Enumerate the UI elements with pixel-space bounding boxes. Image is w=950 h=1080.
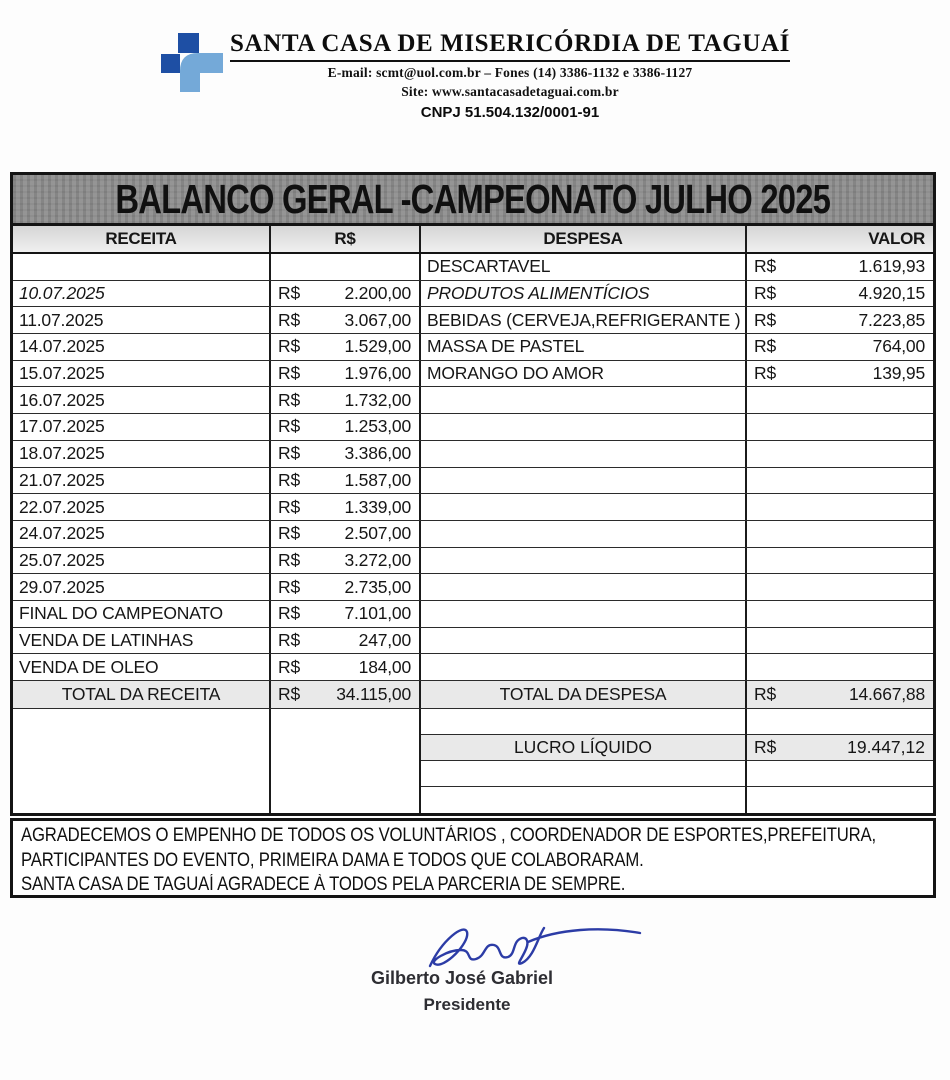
- despesa-item-cell: [421, 521, 747, 547]
- receita-amount-cell: [271, 601, 421, 627]
- table-row: [13, 254, 933, 281]
- receita-amount-cell: [271, 628, 421, 654]
- despesa-amount-cell: [747, 601, 933, 627]
- despesa-amount-cell: [747, 521, 933, 547]
- receita-item-cell: 24.07.2025: [13, 521, 271, 547]
- table-header-row: [13, 226, 933, 254]
- receita-item-cell: 18.07.2025: [13, 441, 271, 467]
- currency-symbol: R$: [278, 576, 300, 597]
- despesa-amount-cell: [747, 468, 933, 494]
- despesa-item-cell: [421, 387, 747, 413]
- acknowledgement-box: [10, 818, 936, 898]
- table-row: [13, 468, 933, 495]
- totals-row: [13, 681, 933, 709]
- receita-item-cell: VENDA DE OLEO: [13, 654, 271, 680]
- receita-item-cell: 15.07.2025: [13, 361, 271, 387]
- receita-item-cell: 17.07.2025: [13, 414, 271, 440]
- receita-amount-cell: [271, 468, 421, 494]
- despesa-amount-cell: [747, 254, 933, 280]
- letterhead-text: [70, 30, 950, 121]
- currency-symbol: R$: [278, 549, 300, 570]
- receita-amount-cell: [271, 334, 421, 360]
- receita-amount: 1.732,00: [344, 389, 411, 410]
- empty-valor-cell: [747, 761, 933, 787]
- despesa-item-cell: [421, 628, 747, 654]
- receita-item-cell: 22.07.2025: [13, 494, 271, 520]
- receita-item-cell: 14.07.2025: [13, 334, 271, 360]
- despesa-item-cell: [421, 494, 747, 520]
- despesa-amount-cell: [747, 628, 933, 654]
- currency-symbol: R$: [278, 603, 300, 624]
- acknowledgement-line-3: SANTA CASA DE TAGUAÍ AGRADECE À TODOS PELA PARCERIA DE SEMPRE.: [21, 874, 626, 896]
- receita-amount-cell: [271, 521, 421, 547]
- lucro-liquido-amount: 19.447,12: [847, 736, 925, 757]
- currency-symbol: R$: [754, 683, 776, 704]
- currency-symbol: R$: [278, 309, 300, 330]
- empty-despesa-cell: [421, 787, 747, 813]
- currency-symbol: R$: [278, 443, 300, 464]
- despesa-amount-cell: [747, 334, 933, 360]
- total-receita-label: TOTAL DA RECEITA: [13, 681, 271, 708]
- receita-amount: 1.529,00: [344, 336, 411, 357]
- total-receita-amount-cell: [271, 681, 421, 708]
- despesa-item-cell: [421, 414, 747, 440]
- table-row: [13, 601, 933, 628]
- receita-item-cell: 29.07.2025: [13, 574, 271, 600]
- column-header-receita: RECEITA: [13, 226, 271, 252]
- despesa-amount: 1.619,93: [858, 256, 925, 277]
- table-row: [13, 387, 933, 414]
- table-title: BALANCO GERAL -CAMPEONATO JULHO 2025: [115, 175, 831, 222]
- currency-symbol: R$: [278, 496, 300, 517]
- receita-amount-cell: [271, 307, 421, 333]
- lucro-liquido-amount-cell: [747, 735, 933, 761]
- despesa-amount-cell: [747, 281, 933, 307]
- table-row: [13, 654, 933, 681]
- currency-symbol: R$: [278, 683, 300, 704]
- total-despesa-amount: 14.667,88: [848, 683, 925, 704]
- table-body: [13, 254, 933, 681]
- receita-amount: 1.587,00: [344, 469, 411, 490]
- signer-role-row: [0, 995, 950, 1015]
- receita-amount-cell: [271, 654, 421, 680]
- table-row: [13, 494, 933, 521]
- despesa-amount: 7.223,85: [858, 309, 925, 330]
- despesa-amount-cell: [747, 441, 933, 467]
- currency-symbol: R$: [754, 363, 776, 384]
- despesa-amount-cell: [747, 574, 933, 600]
- signer-name: Gilberto José Gabriel: [370, 968, 554, 988]
- column-header-rs: R$: [271, 226, 421, 252]
- currency-symbol: R$: [754, 336, 776, 357]
- currency-symbol: R$: [278, 629, 300, 650]
- currency-symbol: R$: [278, 656, 300, 677]
- column-header-despesa: DESPESA: [421, 226, 747, 252]
- receita-amount: 1.976,00: [344, 363, 411, 384]
- currency-symbol: R$: [278, 523, 300, 544]
- receita-item-cell: 10.07.2025: [13, 281, 271, 307]
- despesa-item-cell: MORANGO DO AMOR: [421, 361, 747, 387]
- org-cnpj-line: CNPJ 51.504.132/0001-91: [420, 104, 600, 121]
- receita-item-cell: VENDA DE LATINHAS: [13, 628, 271, 654]
- receita-amount-cell: [271, 414, 421, 440]
- despesa-item-cell: [421, 468, 747, 494]
- org-site-line: Site: www.santacasadetaguai.com.br: [401, 84, 619, 99]
- empty-receita-cell: [13, 709, 271, 813]
- receita-amount-cell: [271, 574, 421, 600]
- empty-valor-cell: [747, 709, 933, 735]
- currency-symbol: R$: [278, 416, 300, 437]
- table-title-bar: [13, 175, 933, 226]
- currency-symbol: R$: [278, 363, 300, 384]
- receita-amount: 1.253,00: [344, 416, 411, 437]
- column-header-valor: VALOR: [868, 229, 925, 248]
- despesa-amount-cell: [747, 307, 933, 333]
- total-receita-amount: 34.115,00: [336, 683, 411, 704]
- empty-despesa-cell: [421, 761, 747, 787]
- empty-amount-cell: [271, 709, 421, 813]
- org-title: SANTA CASA DE MISERICÓRDIA DE TAGUAÍ: [230, 30, 790, 62]
- receita-item-cell: 21.07.2025: [13, 468, 271, 494]
- receita-amount: 3.386,00: [344, 443, 411, 464]
- currency-symbol: R$: [278, 336, 300, 357]
- despesa-amount-cell: [747, 654, 933, 680]
- despesa-item-cell: [421, 601, 747, 627]
- despesa-amount: 139,95: [872, 363, 925, 384]
- total-despesa-label: TOTAL DA DESPESA: [421, 681, 747, 708]
- despesa-item-cell: [421, 574, 747, 600]
- table-row: [13, 414, 933, 441]
- despesa-amount-cell: [747, 494, 933, 520]
- total-despesa-amount-cell: [747, 681, 933, 708]
- table-row: [13, 441, 933, 468]
- receita-item-cell: [13, 254, 271, 280]
- despesa-amount-cell: [747, 387, 933, 413]
- table-row: [13, 361, 933, 388]
- signer-name-row: [0, 968, 950, 989]
- table-row: [13, 521, 933, 548]
- org-email-phone-line: E-mail: scmt@uol.com.br – Fones (14) 3386-1132 e 3386-1127: [327, 65, 693, 80]
- acknowledgement-line-2: PARTICIPANTES DO EVENTO, PRIMEIRA DAMA E TODOS QUE COLABORARAM.: [21, 849, 644, 871]
- despesa-item-cell: [421, 548, 747, 574]
- despesa-item-cell: PRODUTOS ALIMENTÍCIOS: [421, 281, 747, 307]
- despesa-amount-cell: [747, 361, 933, 387]
- receita-amount: 2.735,00: [344, 576, 411, 597]
- despesa-item-cell: BEBIDAS (CERVEJA,REFRIGERANTE ): [421, 307, 747, 333]
- despesa-item-cell: [421, 654, 747, 680]
- currency-symbol: R$: [278, 283, 300, 304]
- despesa-item-cell: [421, 441, 747, 467]
- despesa-item-cell: MASSA DE PASTEL: [421, 334, 747, 360]
- table-row: [13, 574, 933, 601]
- empty-despesa-cell: [421, 709, 747, 735]
- table-row: [13, 334, 933, 361]
- receita-amount: 2.507,00: [344, 523, 411, 544]
- receita-item-cell: 16.07.2025: [13, 387, 271, 413]
- currency-symbol: R$: [278, 469, 300, 490]
- despesa-amount: 4.920,15: [858, 283, 925, 304]
- receita-item-cell: 25.07.2025: [13, 548, 271, 574]
- receita-amount-cell: [271, 361, 421, 387]
- receita-item-cell: 11.07.2025: [13, 307, 271, 333]
- receita-amount: 3.272,00: [344, 549, 411, 570]
- letterhead: [0, 0, 950, 140]
- receita-amount-cell: [271, 387, 421, 413]
- signer-role: Presidente: [423, 995, 511, 1014]
- despesa-amount: 764,00: [872, 336, 925, 357]
- receita-amount-cell: [271, 548, 421, 574]
- table-bottom-section: [13, 709, 933, 813]
- receita-amount: 184,00: [358, 656, 411, 677]
- lucro-liquido-label: LUCRO LÍQUIDO: [421, 735, 747, 761]
- despesa-item-cell: DESCARTAVEL: [421, 254, 747, 280]
- receita-amount: 247,00: [358, 629, 411, 650]
- receita-amount: 1.339,00: [344, 496, 411, 517]
- despesa-amount-cell: [747, 414, 933, 440]
- receita-amount: 7.101,00: [344, 603, 411, 624]
- receita-amount: 2.200,00: [344, 283, 411, 304]
- acknowledgement-line-1: AGRADECEMOS O EMPENHO DE TODOS OS VOLUNTÁRIOS , COORDENADOR DE ESPORTES,PREFEITURA,: [21, 825, 876, 847]
- currency-symbol: R$: [278, 389, 300, 410]
- receita-amount-cell: [271, 494, 421, 520]
- receita-amount-cell: [271, 441, 421, 467]
- despesa-amount-cell: [747, 548, 933, 574]
- currency-symbol: R$: [754, 736, 777, 757]
- table-row: [13, 307, 933, 334]
- currency-symbol: R$: [754, 309, 776, 330]
- table-row: [13, 281, 933, 308]
- receita-item-cell: FINAL DO CAMPEONATO: [13, 601, 271, 627]
- table-row: [13, 628, 933, 655]
- currency-symbol: R$: [754, 283, 776, 304]
- table-row: [13, 548, 933, 575]
- receita-amount-cell: [271, 281, 421, 307]
- currency-symbol: R$: [754, 256, 776, 277]
- receita-amount: 3.067,00: [344, 309, 411, 330]
- receita-amount-cell: [271, 254, 421, 280]
- empty-valor-cell: [747, 787, 933, 813]
- balance-table: [10, 172, 936, 816]
